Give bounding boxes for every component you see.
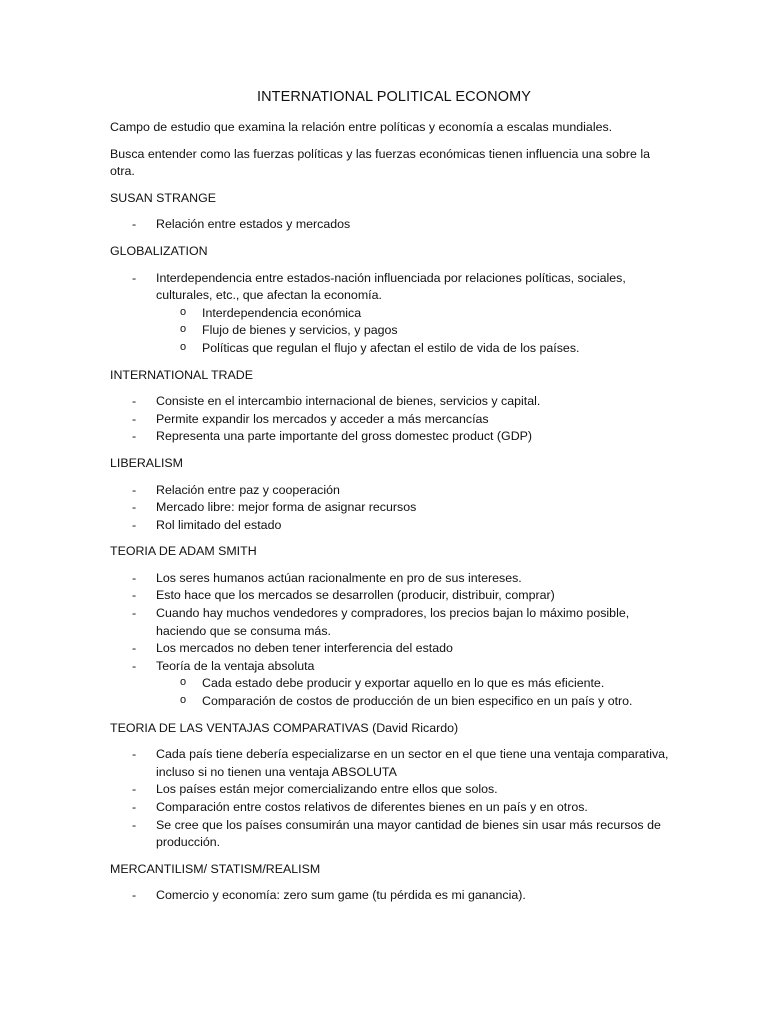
intro-paragraph-2: Busca entender como las fuerzas políticas y las fuerzas económicas tienen influencia una sobre la otra. — [110, 146, 650, 179]
sub-list-item: o Comparación de costos de producción de un bien especifico en un país y otro. — [156, 693, 670, 711]
sub-list-item: o Políticas que regulan el flujo y afectan el estilo de vida de los países. — [156, 340, 670, 358]
list-item-text: Consiste en el intercambio internacional de bienes, servicios y capital. — [156, 394, 541, 409]
bullet-list — [110, 570, 670, 711]
sub-list-item: o Cada estado debe producir y exportar aquello en lo que es más eficiente. — [156, 675, 670, 693]
list-item-text: Representa una parte importante del gross domestec product (GDP) — [156, 429, 533, 444]
section-heading: SUSAN STRANGE — [110, 190, 217, 205]
list-item-text: Teoría de la ventaja absoluta — [156, 658, 315, 673]
bullet-list — [110, 746, 670, 852]
list-item-text: Interdependencia entre estados-nación influenciada por relaciones políticas, sociales, culturales, etc., que afectan la economía. — [156, 270, 626, 303]
list-item-text: Cada país tiene debería especializarse en un sector en el que tiene una ventaja comparativa, incluso si no tienen una ventaja ABSOLUTA — [156, 747, 669, 779]
list-item — [110, 817, 670, 852]
list-item — [110, 270, 670, 358]
section-heading: INTERNATIONAL TRADE — [110, 367, 253, 382]
list-item-text: Los seres humanos actúan racionalmente en pro de sus intereses. — [156, 570, 522, 585]
section-heading: TEORIA DE LAS VENTAJAS COMPARATIVAS (David Ricardo) — [110, 720, 459, 735]
bullet-list — [110, 270, 670, 358]
list-item — [110, 781, 670, 799]
list-item — [110, 482, 670, 500]
section-heading: MERCANTILISM/ STATISM/REALISM — [110, 861, 321, 876]
section-heading: TEORIA DE ADAM SMITH — [110, 544, 257, 559]
bullet-list — [110, 482, 670, 535]
sub-list-item: o Interdependencia económica — [156, 305, 670, 323]
sub-list — [156, 305, 670, 358]
sub-list-item: o Flujo de bienes y servicios, y pagos — [156, 322, 670, 340]
list-item-text: Comparación entre costos relativos de diferentes bienes en un país y en otros. — [156, 800, 588, 814]
list-item — [110, 517, 670, 535]
list-item-text: Esto hace que los mercados se desarrollen (producir, distribuir, comprar) — [156, 588, 555, 603]
list-item-text: Permite expandir los mercados y acceder a más mercancías — [156, 411, 489, 426]
list-item-text: Relación entre estados y mercados — [156, 217, 351, 232]
list-item — [110, 393, 670, 411]
bullet-list — [110, 216, 670, 234]
list-item — [110, 887, 670, 905]
document-title: INTERNATIONAL POLITICAL ECONOMY — [256, 89, 532, 105]
bullet-list — [110, 887, 670, 905]
list-item-text: Comercio y economía: zero sum game (tu pérdida es mi ganancia). — [156, 888, 526, 903]
list-item — [110, 640, 670, 658]
list-item-text: Los mercados no deben tener interferencia del estado — [156, 641, 453, 656]
list-item — [110, 605, 670, 640]
sections-container — [110, 190, 670, 905]
list-item-text: Mercado libre: mejor forma de asignar recursos — [156, 500, 417, 515]
list-item — [110, 428, 670, 446]
list-item — [110, 216, 670, 234]
list-item — [110, 746, 670, 781]
sub-list — [156, 675, 670, 710]
list-item — [110, 499, 670, 517]
section-heading: LIBERALISM — [110, 455, 183, 470]
list-item — [110, 587, 670, 605]
list-item — [110, 570, 670, 588]
section-heading: GLOBALIZATION — [110, 243, 208, 258]
list-item-text: Relación entre paz y cooperación — [156, 482, 340, 497]
document-body — [110, 87, 670, 914]
list-item — [110, 799, 670, 817]
list-item-text: Se cree que los países consumirán una mayor cantidad de bienes sin usar más recursos de producción. — [156, 817, 661, 850]
bullet-list — [110, 393, 670, 446]
list-item — [110, 658, 670, 711]
list-item-text: Rol limitado del estado — [156, 517, 282, 532]
intro-paragraph-1: Campo de estudio que examina la relación entre políticas y economía a escalas mundiales. — [110, 120, 613, 134]
list-item — [110, 411, 670, 429]
list-item-text: Los países están mejor comercializando entre ellos que solos. — [156, 782, 498, 797]
list-item-text: Cuando hay muchos vendedores y compradores, los precios bajan lo máximo posible, haciendo que se consuma más. — [156, 606, 630, 638]
